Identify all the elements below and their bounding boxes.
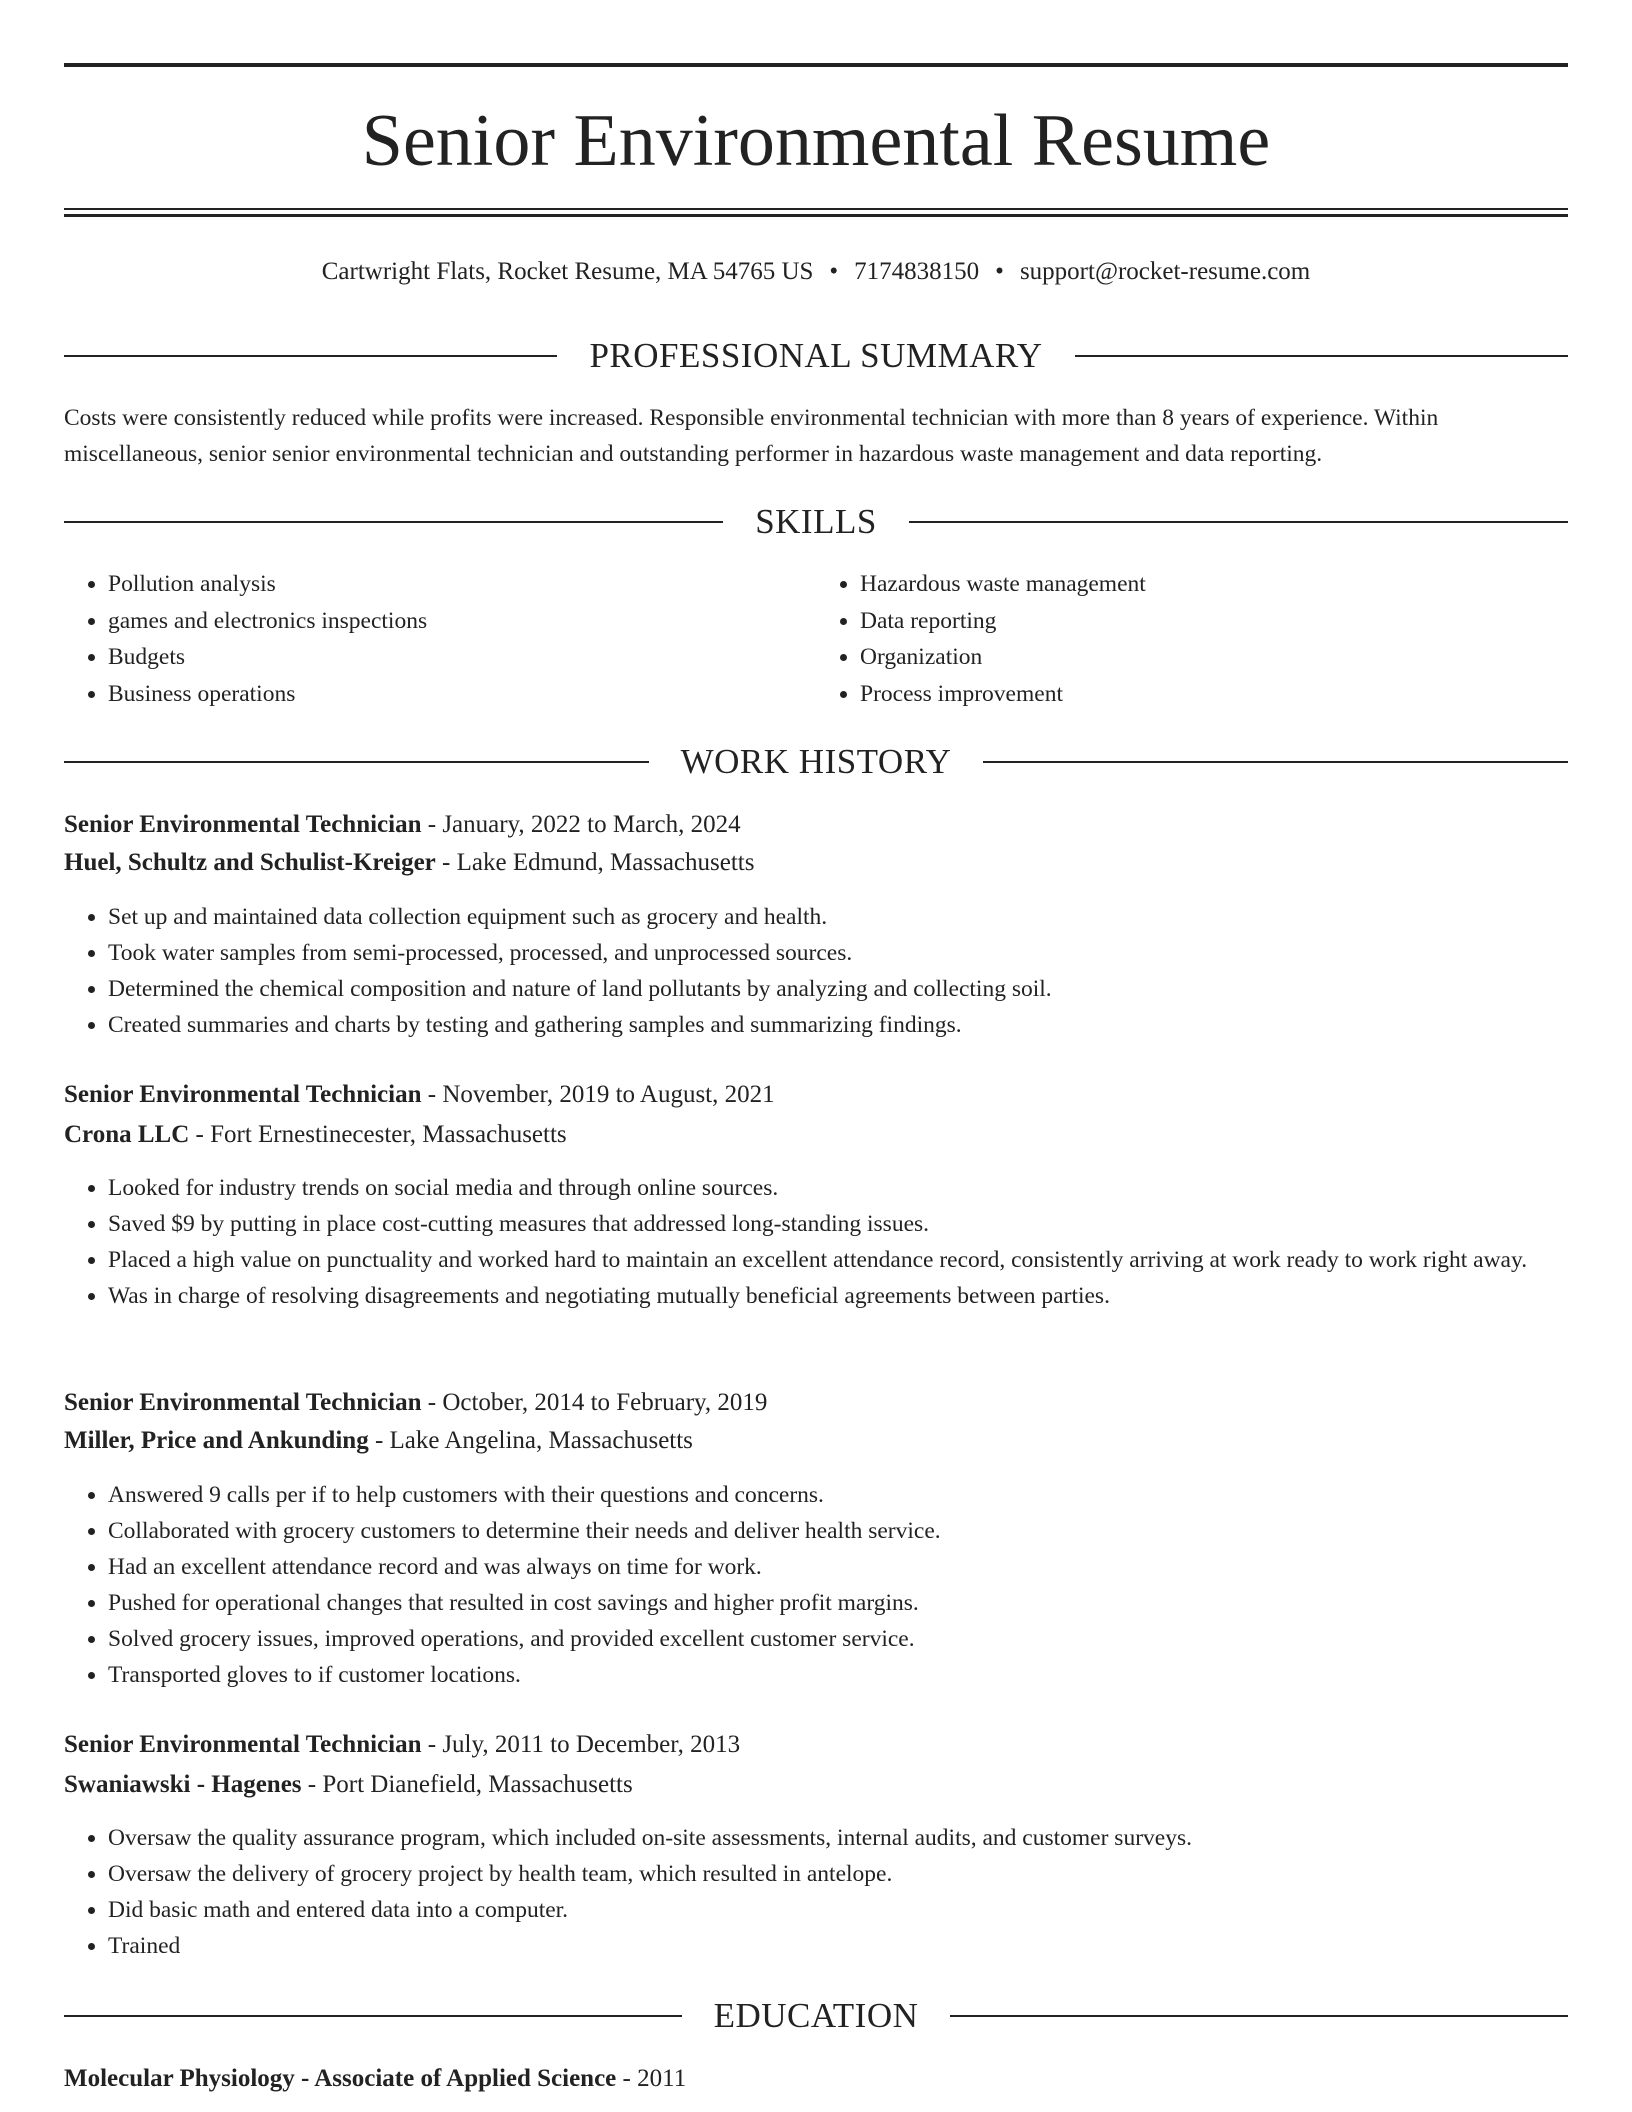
list-item: • Determined the chemical composition and nature of land pollutants by analyzing and collecting soil. bbox=[108, 971, 1568, 1007]
job-bullets bbox=[64, 1820, 1568, 1964]
skill-item: • Business operations bbox=[108, 676, 816, 713]
heading-rule-right bbox=[909, 521, 1568, 523]
list-item: • Created summaries and charts by testing and gathering samples and summarizing findings. bbox=[108, 1007, 1568, 1043]
job-title-line bbox=[64, 807, 1568, 843]
contact-separator: • bbox=[829, 258, 839, 285]
list-item: • Oversaw the quality assurance program, which included on-site assessments, internal audits, and customer surveys. bbox=[108, 1820, 1568, 1856]
education-line bbox=[64, 2061, 1568, 2097]
job-title-line bbox=[64, 1385, 1568, 1421]
job-dates: January, 2022 to March, 2024 bbox=[442, 811, 741, 838]
skills-list-left bbox=[64, 566, 816, 712]
heading-rule-right bbox=[950, 2015, 1568, 2017]
job-location: Fort Ernestinecester, Massachusetts bbox=[210, 1121, 567, 1148]
skill-item: • games and electronics inspections bbox=[108, 603, 816, 640]
job-company-line bbox=[64, 1117, 1568, 1153]
list-item: • Trained bbox=[108, 1928, 1568, 1964]
job-bullets bbox=[64, 1170, 1568, 1314]
job-location: Port Dianefield, Massachusetts bbox=[322, 1771, 633, 1798]
job-company: Swaniawski - Hagenes bbox=[64, 1771, 302, 1798]
list-item: • Took water samples from semi-processed, processed, and unprocessed sources. bbox=[108, 935, 1568, 971]
skill-item: • Hazardous waste management bbox=[860, 566, 1568, 603]
resume-title: Senior Environmental Resume bbox=[361, 100, 1271, 182]
list-item: • Was in charge of resolving disagreements and negotiating mutually beneficial agreements between parties. bbox=[108, 1278, 1568, 1314]
dash: - bbox=[435, 849, 457, 876]
list-item: • Collaborated with grocery customers to determine their needs and deliver health service. bbox=[108, 1513, 1568, 1549]
contact-line bbox=[64, 255, 1568, 289]
education-year: 2011 bbox=[637, 2065, 687, 2092]
header-top-rule bbox=[64, 63, 1568, 67]
dash: - bbox=[616, 2065, 638, 2092]
list-item: • Solved grocery issues, improved operations, and provided excellent customer service. bbox=[108, 1621, 1568, 1657]
dash: - bbox=[368, 1427, 390, 1454]
dash: - bbox=[421, 1731, 443, 1758]
job-company-line bbox=[64, 845, 1568, 881]
job-title-line bbox=[64, 1727, 1568, 1763]
job-title: Senior Environmental Technician bbox=[64, 811, 422, 838]
job-company: Miller, Price and Ankunding bbox=[64, 1427, 369, 1454]
job-bullets bbox=[64, 899, 1568, 1043]
job-company: Huel, Schultz and Schulist-Kreiger bbox=[64, 849, 436, 876]
job-title: Senior Environmental Technician bbox=[64, 1731, 422, 1758]
list-item: • Answered 9 calls per if to help customers with their questions and concerns. bbox=[108, 1477, 1568, 1513]
list-item: • Oversaw the delivery of grocery project by health team, which resulted in antelope. bbox=[108, 1856, 1568, 1892]
job-company: Crona LLC bbox=[64, 1121, 190, 1148]
dash: - bbox=[189, 1121, 211, 1148]
job-company-line bbox=[64, 1767, 1568, 1803]
summary-heading: PROFESSIONAL SUMMARY bbox=[589, 336, 1043, 375]
education-heading: EDUCATION bbox=[713, 1996, 919, 2035]
list-item: • Placed a high value on punctuality and worked hard to maintain an excellent attendance record, consistently arriving at work ready to work right away. bbox=[108, 1242, 1568, 1278]
job-location: Lake Angelina, Massachusetts bbox=[389, 1427, 693, 1454]
work-heading: WORK HISTORY bbox=[680, 742, 952, 781]
job-company-line bbox=[64, 1423, 1568, 1459]
job-title: Senior Environmental Technician bbox=[64, 1081, 422, 1108]
dash: - bbox=[421, 811, 443, 838]
job-dates: October, 2014 to February, 2019 bbox=[442, 1389, 768, 1416]
skill-item: • Budgets bbox=[108, 639, 816, 676]
education-degree: Molecular Physiology - Associate of Applied Science bbox=[64, 2065, 617, 2092]
heading-rule-right bbox=[1075, 355, 1568, 357]
heading-rule-left bbox=[64, 521, 723, 523]
list-item: • Set up and maintained data collection equipment such as grocery and health. bbox=[108, 899, 1568, 935]
list-item: • Saved $9 by putting in place cost-cutting measures that addressed long-standing issues. bbox=[108, 1206, 1568, 1242]
section-heading-summary bbox=[64, 336, 1568, 376]
job-dates: November, 2019 to August, 2021 bbox=[442, 1081, 775, 1108]
list-item: • Looked for industry trends on social media and through online sources. bbox=[108, 1170, 1568, 1206]
job-title-line bbox=[64, 1077, 1568, 1113]
job-dates: July, 2011 to December, 2013 bbox=[442, 1731, 741, 1758]
heading-rule-left bbox=[64, 355, 557, 357]
skill-item: • Pollution analysis bbox=[108, 566, 816, 603]
contact-separator: • bbox=[995, 258, 1004, 285]
contact-phone: 7174838150 bbox=[854, 258, 980, 285]
list-item: • Did basic math and entered data into a computer. bbox=[108, 1892, 1568, 1928]
contact-address: Cartwright Flats, Rocket Resume, MA 54765 US bbox=[321, 258, 814, 285]
job-location: Lake Edmund, Massachusetts bbox=[456, 849, 755, 876]
heading-rule-left bbox=[64, 2015, 682, 2017]
summary-text: Costs were consistently reduced while profits were increased. Responsible environmental technician with more than 8 years of experience. Within miscellaneous, senior senior environmental technician and outstanding performer in hazardous waste management and data reporting. bbox=[64, 405, 1439, 467]
skills-heading: SKILLS bbox=[755, 502, 877, 541]
skill-item: • Process improvement bbox=[860, 676, 1568, 713]
section-heading-work bbox=[64, 742, 1568, 782]
header-rule-lower bbox=[64, 214, 1568, 217]
job-title: Senior Environmental Technician bbox=[64, 1389, 422, 1416]
skill-item: • Organization bbox=[860, 639, 1568, 676]
dash: - bbox=[421, 1081, 443, 1108]
skill-item: • Data reporting bbox=[860, 603, 1568, 640]
section-heading-education bbox=[64, 1996, 1568, 2036]
section-heading-skills bbox=[64, 502, 1568, 542]
heading-rule-right bbox=[983, 761, 1568, 763]
skills-columns bbox=[64, 566, 1568, 712]
dash: - bbox=[421, 1389, 443, 1416]
list-item: • Had an excellent attendance record and was always on time for work. bbox=[108, 1549, 1568, 1585]
skills-list-right bbox=[816, 566, 1568, 712]
dash: - bbox=[301, 1771, 323, 1798]
heading-rule-left bbox=[64, 761, 649, 763]
list-item: • Pushed for operational changes that resulted in cost savings and higher profit margins. bbox=[108, 1585, 1568, 1621]
contact-email: support@rocket-resume.com bbox=[1019, 258, 1311, 285]
list-item: • Transported gloves to if customer locations. bbox=[108, 1657, 1568, 1693]
header-rule-upper bbox=[64, 208, 1568, 210]
job-bullets bbox=[64, 1477, 1568, 1693]
